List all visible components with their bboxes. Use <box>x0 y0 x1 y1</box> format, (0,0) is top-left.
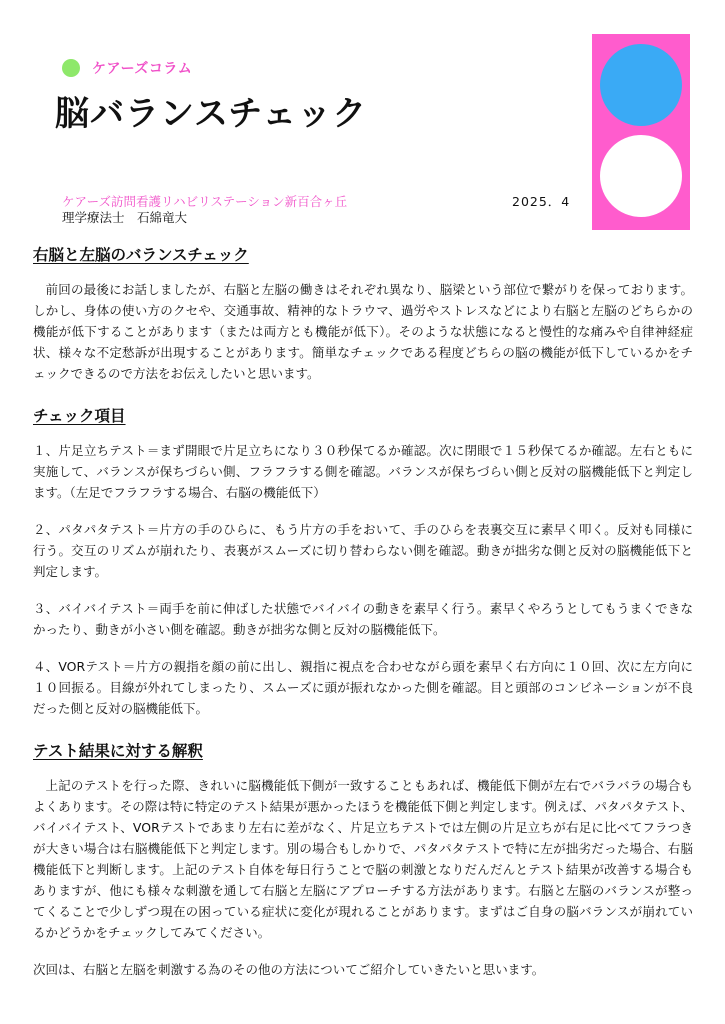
white-circle-icon <box>600 135 682 217</box>
closing-paragraph: 次回は、右脳と左脳を刺激する為のその他の方法についてご紹介していきたいと思います。 <box>33 962 545 977</box>
author-name: 理学療法士 石綿竜大 <box>62 210 188 225</box>
organization-name: ケアーズ訪問看護リハビリステーション新百合ヶ丘 <box>62 194 348 209</box>
page-title: 脳バランスチェック <box>55 94 368 134</box>
article-body <box>33 243 693 980</box>
column-kicker <box>62 58 192 78</box>
intro-paragraph: 前回の最後にお話しましたが、右脳と左脳の働きはそれぞれ異なり、脳梁という部位で繋がりを保っております。しかし、身体の使い方のクセや、交通事故、精神的なトラウマ、過労やストレスなどにより右脳と左脳のどちらかの機能が低下することがあります（または両方とも機能が低下）。そのような状態になると慢性的な痛みや自律神経症状、様々な不定愁訴が出現することがあります。簡単なチェックである程度どちらの脳の機能が低下しているかをチェックできるので方法をお伝えしたいと思います。 <box>33 282 693 381</box>
decorative-panel <box>592 34 690 230</box>
results-paragraph: 上記のテストを行った際、きれいに脳機能低下側が一致することもあれば、機能低下側が左右でバラバラの場合もよくあります。その際は特に特定のテスト結果が悪かったほうを機能低下側と判定します。例えば、パタパタテスト、バイバイテスト、VORテストであまり左右に差がなく、片足立ちテストでは左側の片足立ちが右足に比べてフラつきが大きい場合は右脳機能低下と判定します。別の場合もしかりで、パタパタテストで特に左が拙劣だった場合、右脳機能低下と判断します。上記のテスト自体を毎日行うことで脳の刺激となりだんだんとテスト結果が改善する場合もありますが、他にも様々な刺激を通して右脳と左脳にアプローチする方法があります。右脳と左脳のバランスが整ってくることで少しずつ現在の困っている症状に変化が現れることがあります。まずはご自身の脳バランスが崩れているかどうかをチェックしてみてください。 <box>33 778 693 940</box>
check-item-byebye: ３、バイバイテスト＝両手を前に伸ばした状態でバイバイの動きを素早く行う。素早くやろうとしてもうまくできなかったり、動きが小さい側を確認。動きが拙劣な側と反対の脳機能低下。 <box>33 601 693 637</box>
section-heading-results: テスト結果に対する解釈 <box>33 742 203 760</box>
publication-date: 2025．4 <box>512 194 571 209</box>
check-item-vor: ４、VORテスト＝片方の親指を顔の前に出し、親指に視点を合わせながら頭を素早く右方向に１０回、次に左方向に１０回振る。目線が外れてしまったり、スムーズに頭が振れなかった側を確認。目と頭部のコンビネーションが不良だった側と反対の脳機能低下。 <box>33 659 693 716</box>
blue-circle-icon <box>600 44 682 126</box>
check-item-single-leg: １、片足立ちテスト＝まず開眼で片足立ちになり３０秒保てるか確認。次に閉眼で１５秒保てるか確認。左右ともに実施して、バランスが保ちづらい側、フラフラする側を確認。バランスが保ちづらい側と反対の脳機能低下と判定します。（左足でフラフラする場合、右脳の機能低下） <box>33 443 693 500</box>
check-item-patapata: ２、パタパタテスト＝片方の手のひらに、もう片方の手をおいて、手のひらを表裏交互に素早く叩く。反対も同様に行う。交互のリズムが崩れたり、表裏がスムーズに切り替わらない側を確認。動きが拙劣な側と反対の脳機能低下と判定します。 <box>33 522 693 579</box>
green-dot-icon <box>62 59 80 77</box>
section-heading-intro: 右脳と左脳のバランスチェック <box>33 246 249 264</box>
kicker-label: ケアーズコラム <box>92 61 193 77</box>
section-heading-checks: チェック項目 <box>33 407 126 425</box>
